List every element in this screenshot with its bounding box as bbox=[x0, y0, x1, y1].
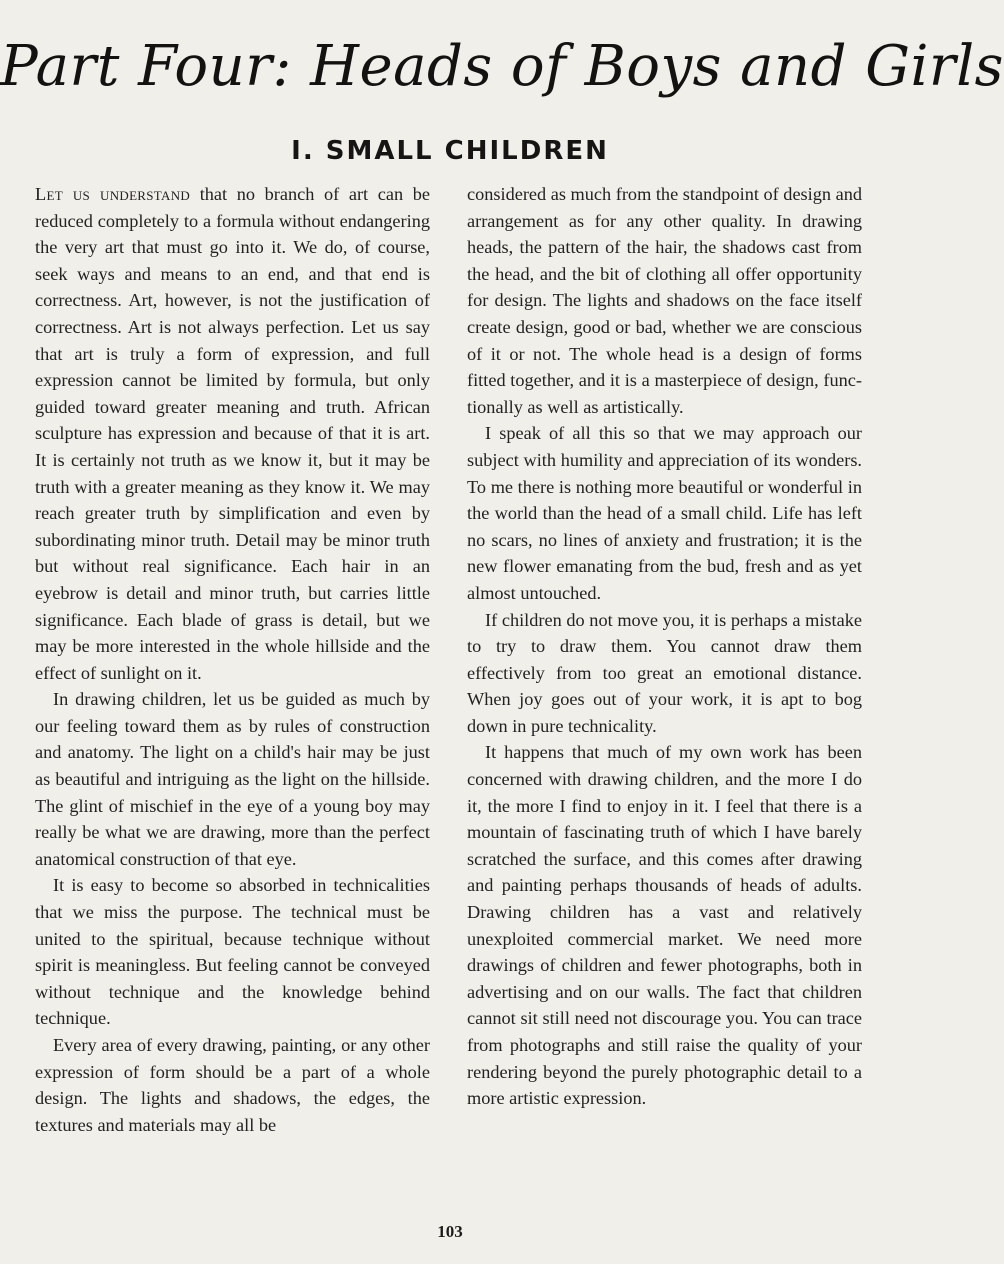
paragraph: It happens that much of my own work has been concerned with drawing children, and the more I do it, the more I find to enjoy in it. I feel that there is a mountain of fascinating truth of which I have barely scratched the surface, and this comes after drawing and painting perhaps thousands of heads of adults. Drawing children has a vast and relatively unexploited commercial market. We need more drawings of children and fewer photographs, both in advertising and on our walls. The fact that children cannot sit still need not discourage you. You can trace from photographs and still raise the quality of your rendering beyond the purely photographic detail to a more artistic expression. bbox=[467, 742, 862, 1109]
paragraph-text: that no branch of art can be reduced completely to a formula without endangering the very art that must go into it. We do, of course, seek ways and means to an end, and that end is correctness. Art, however, is not the justification of correctness. Art is not always perfection. Let us say that art is truly a form of expression, and full expression cannot be limited by formula, but only guided toward greater meaning and truth. African sculpture has expression and because of that it is art. It is certainly not truth as we know it, but it may be truth with a greater meaning as they know it. We may reach greater truth by simplification and even by subordinating minor truth. Detail may be minor truth but without real significance. Each hair in an eyebrow is detail and minor truth, but carries little significance. Each blade of grass is detail, but we may be more interested in the whole hillside and the effect of sunlight on it. bbox=[35, 184, 430, 683]
paragraph: I speak of all this so that we may approach our subject with humility and appreciation of its wonders. To me there is nothing more beautiful or wonderful in the world than the head of a small child. Life has left no scars, no lines of anxiety and frustration; it is the new flower emanating from the bud, fresh and as yet almost untouched. bbox=[467, 423, 862, 603]
paragraph: Every area of every drawing, painting, or any other expression of form should be a part of a whole design. The lights and shadows, the edges, the textures and materials may all be bbox=[35, 1035, 430, 1135]
section-title: I. SMALL CHILDREN bbox=[291, 136, 609, 166]
paragraph: It is easy to become so absorbed in technicalities that we miss the purpose. The technical must be united to the spiritual, because technique without spirit is meaningless. But feeling cannot be conveyed without technique and the knowledge behind technique. bbox=[35, 875, 430, 1029]
page-number: 103 bbox=[437, 1222, 463, 1241]
paragraph: If children do not move you, it is perhaps a mistake to try to draw them. You cannot draw them effectively from too great an emotional distance. When joy goes out of your work, it is apt to bog down in pure technicality. bbox=[467, 609, 862, 736]
right-column bbox=[467, 181, 862, 1112]
left-column bbox=[35, 181, 430, 1138]
paragraph: In drawing children, let us be guided as much by our feeling toward them as by rules of construction and anatomy. The light on a child's hair may be just as beautiful and intriguing as the light on the hillside. The glint of mischief in the eye of a young boy may really be what we are drawing, more than the perfect anatomical construction of that eye. bbox=[35, 689, 430, 869]
paragraph-continued: considered as much from the standpoint of design and arrangement as for any other quality. In drawing heads, the pattern of the hair, the shadows cast from the head, and the bit of clothing all offer opportunity for design. The lights and shadows on the face itself create design, good or bad, whether we are conscious of it or not. The whole head is a design of forms fitted together, and it is a masterpiece of design, functionally as well as artistically. bbox=[467, 184, 862, 417]
paragraph bbox=[35, 181, 430, 686]
lead-in-small-caps: Let us understand bbox=[35, 184, 191, 204]
part-title: Part Four: Heads of Boys and Girls bbox=[0, 34, 1004, 99]
